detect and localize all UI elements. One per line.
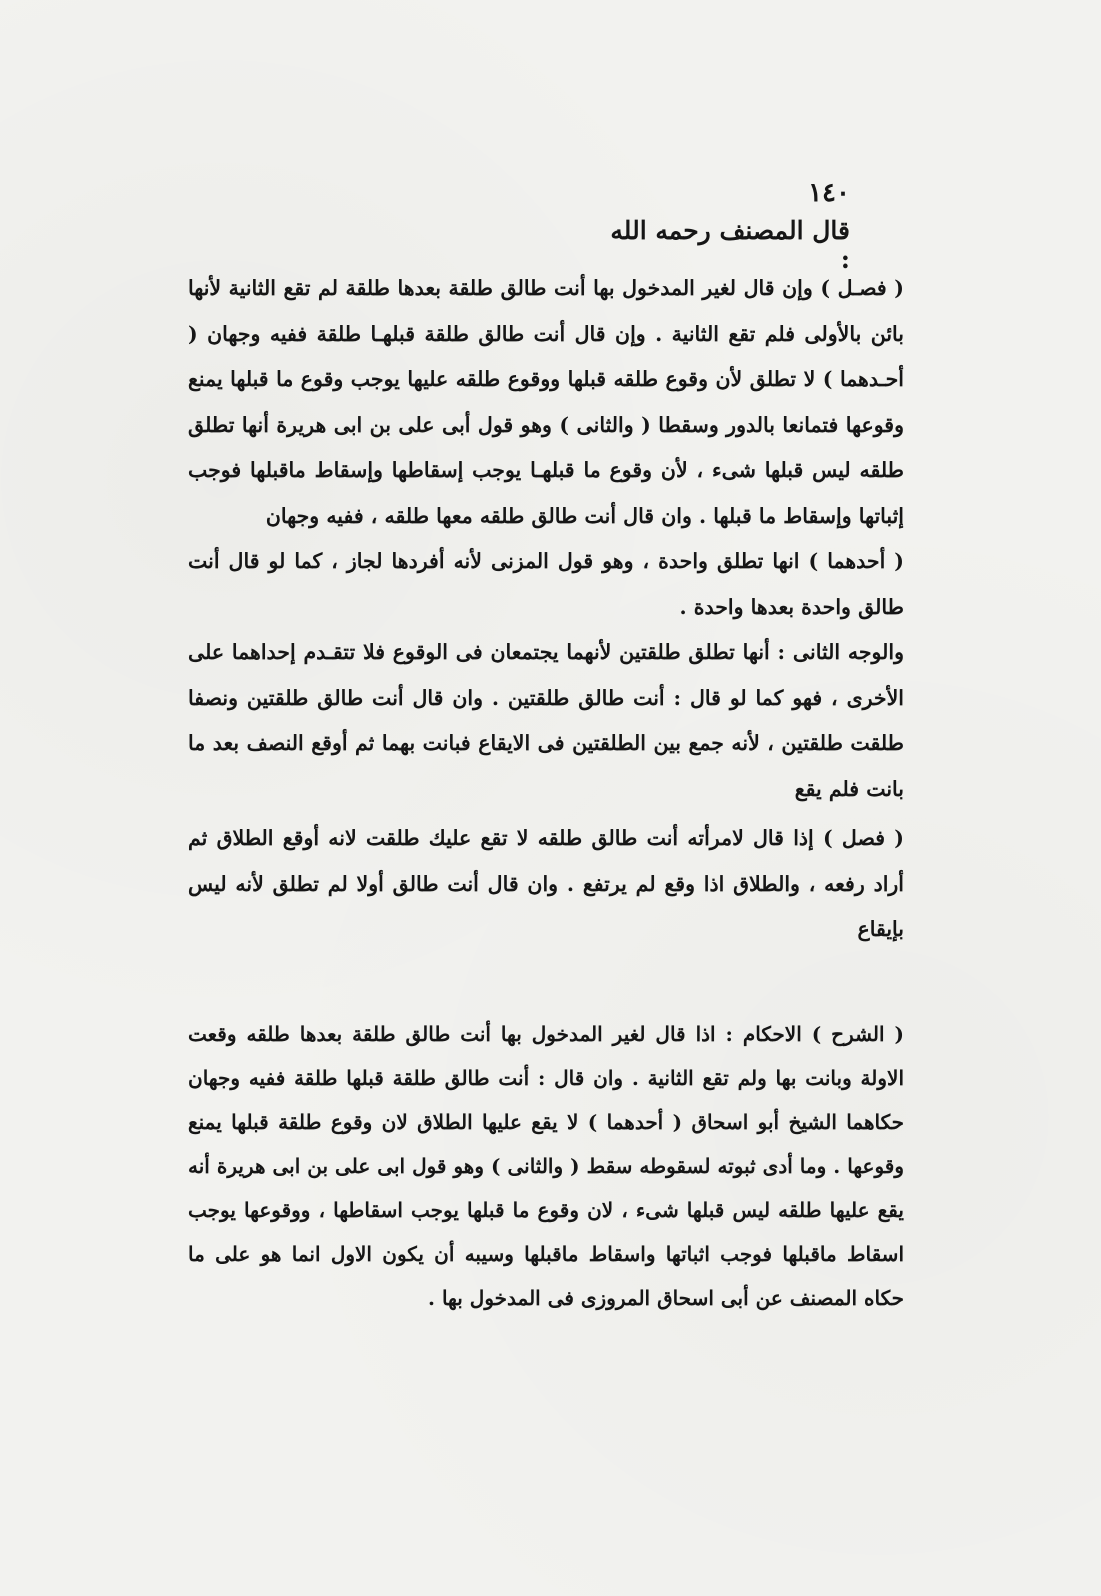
commentary-body	[188, 1012, 904, 1320]
page-number: ١٤٠	[808, 178, 850, 208]
paragraph-chapter-2: ( فصل ) إذا قال لامرأته أنت طالق طلقه لا تقع عليك طلقت لانه أوقع الطلاق ثم أراد رفعه ، والطلاق اذا وقع لم يرتفع . وان قال أنت طالق أولا لم تطلق لأنه ليس بإيقاع	[188, 826, 904, 941]
paragraph-first-view: ( أحدهما ) انها تطلق واحدة ، وهو قول المزنى لأنه أفردها لجاز ، كما لو قال أنت طالق واحدة بعدها واحدة .	[188, 549, 904, 619]
section-header: قال المصنف رحمه الله :	[610, 216, 850, 274]
paragraph-chapter-1: ( فصـل ) وإن قال لغير المدخول بها أنت طالق طلقة بعدها طلقة لم تقع الثانية لأنها بائن بالأولى فلم تقع الثانية . وإن قال أنت طالق طلقة قبلهـا طلقة ففيه وجهان ( أحـدهما ) لا تطلق لأن وقوع طلقه قبلها ووقوع طلقه عليها يوجب وقوع ما قبلها يمنع وقوعها فتمانعا بالدور وسقطا ( والثانى ) وهو قول أبى على بن ابى هريرة أنها تطلق طلقه ليس قبلها شىء ، لأن وقوع ما قبلهـا يوجب إسقاطها وإسقاط ماقبلها فوجب إثباتها وإسقاط ما قبلها . وان قال أنت طالق طلقه معها طلقه ، ففيه وجهان	[188, 276, 904, 528]
paragraph-commentary: ( الشرح ) الاحكام : اذا قال لغير المدخول بها أنت طالق طلقة بعدها طلقه وقعت الاولة وبانت بها ولم تقع الثانية . وان قال : أنت طالق طلقة قبلها طلقة ففيه وجهان حكاهما الشيخ أبو اسحاق ( أحدهما ) لا يقع عليها الطلاق لان وقوع طلقة قبلها يمنع وقوعها . وما أدى ثبوته لسقوطه سقط ( والثانى ) وهو قول ابى على بن ابى هريرة أنه يقع عليها طلقه ليس قبلها شىء ، لان وقوع ما قبلها يوجب اسقاطها ، ووقوعها يوجب اسقاط ماقبلها فوجب اثباتها واسقاط ماقبلها وسيبه أن يكون الاول انما هو على ما حكاه المصنف عن أبى اسحاق المروزى فى المدخول بها .	[188, 1022, 904, 1310]
paragraph-second-view: والوجه الثانى : أنها تطلق طلقتين لأنهما يجتمعان فى الوقوع فلا تتقـدم إحداهما على الأخرى ، فهو كما لو قال : أنت طالق طلقتين . وان قال أنت طالق طلقتين ونصفا طلقت طلقتين ، لأنه جمع بين الطلقتين فى الايقاع فبانت بهما ثم أوقع النصف بعد ما بانت فلم يقع	[188, 640, 904, 801]
main-text-body	[188, 266, 904, 953]
